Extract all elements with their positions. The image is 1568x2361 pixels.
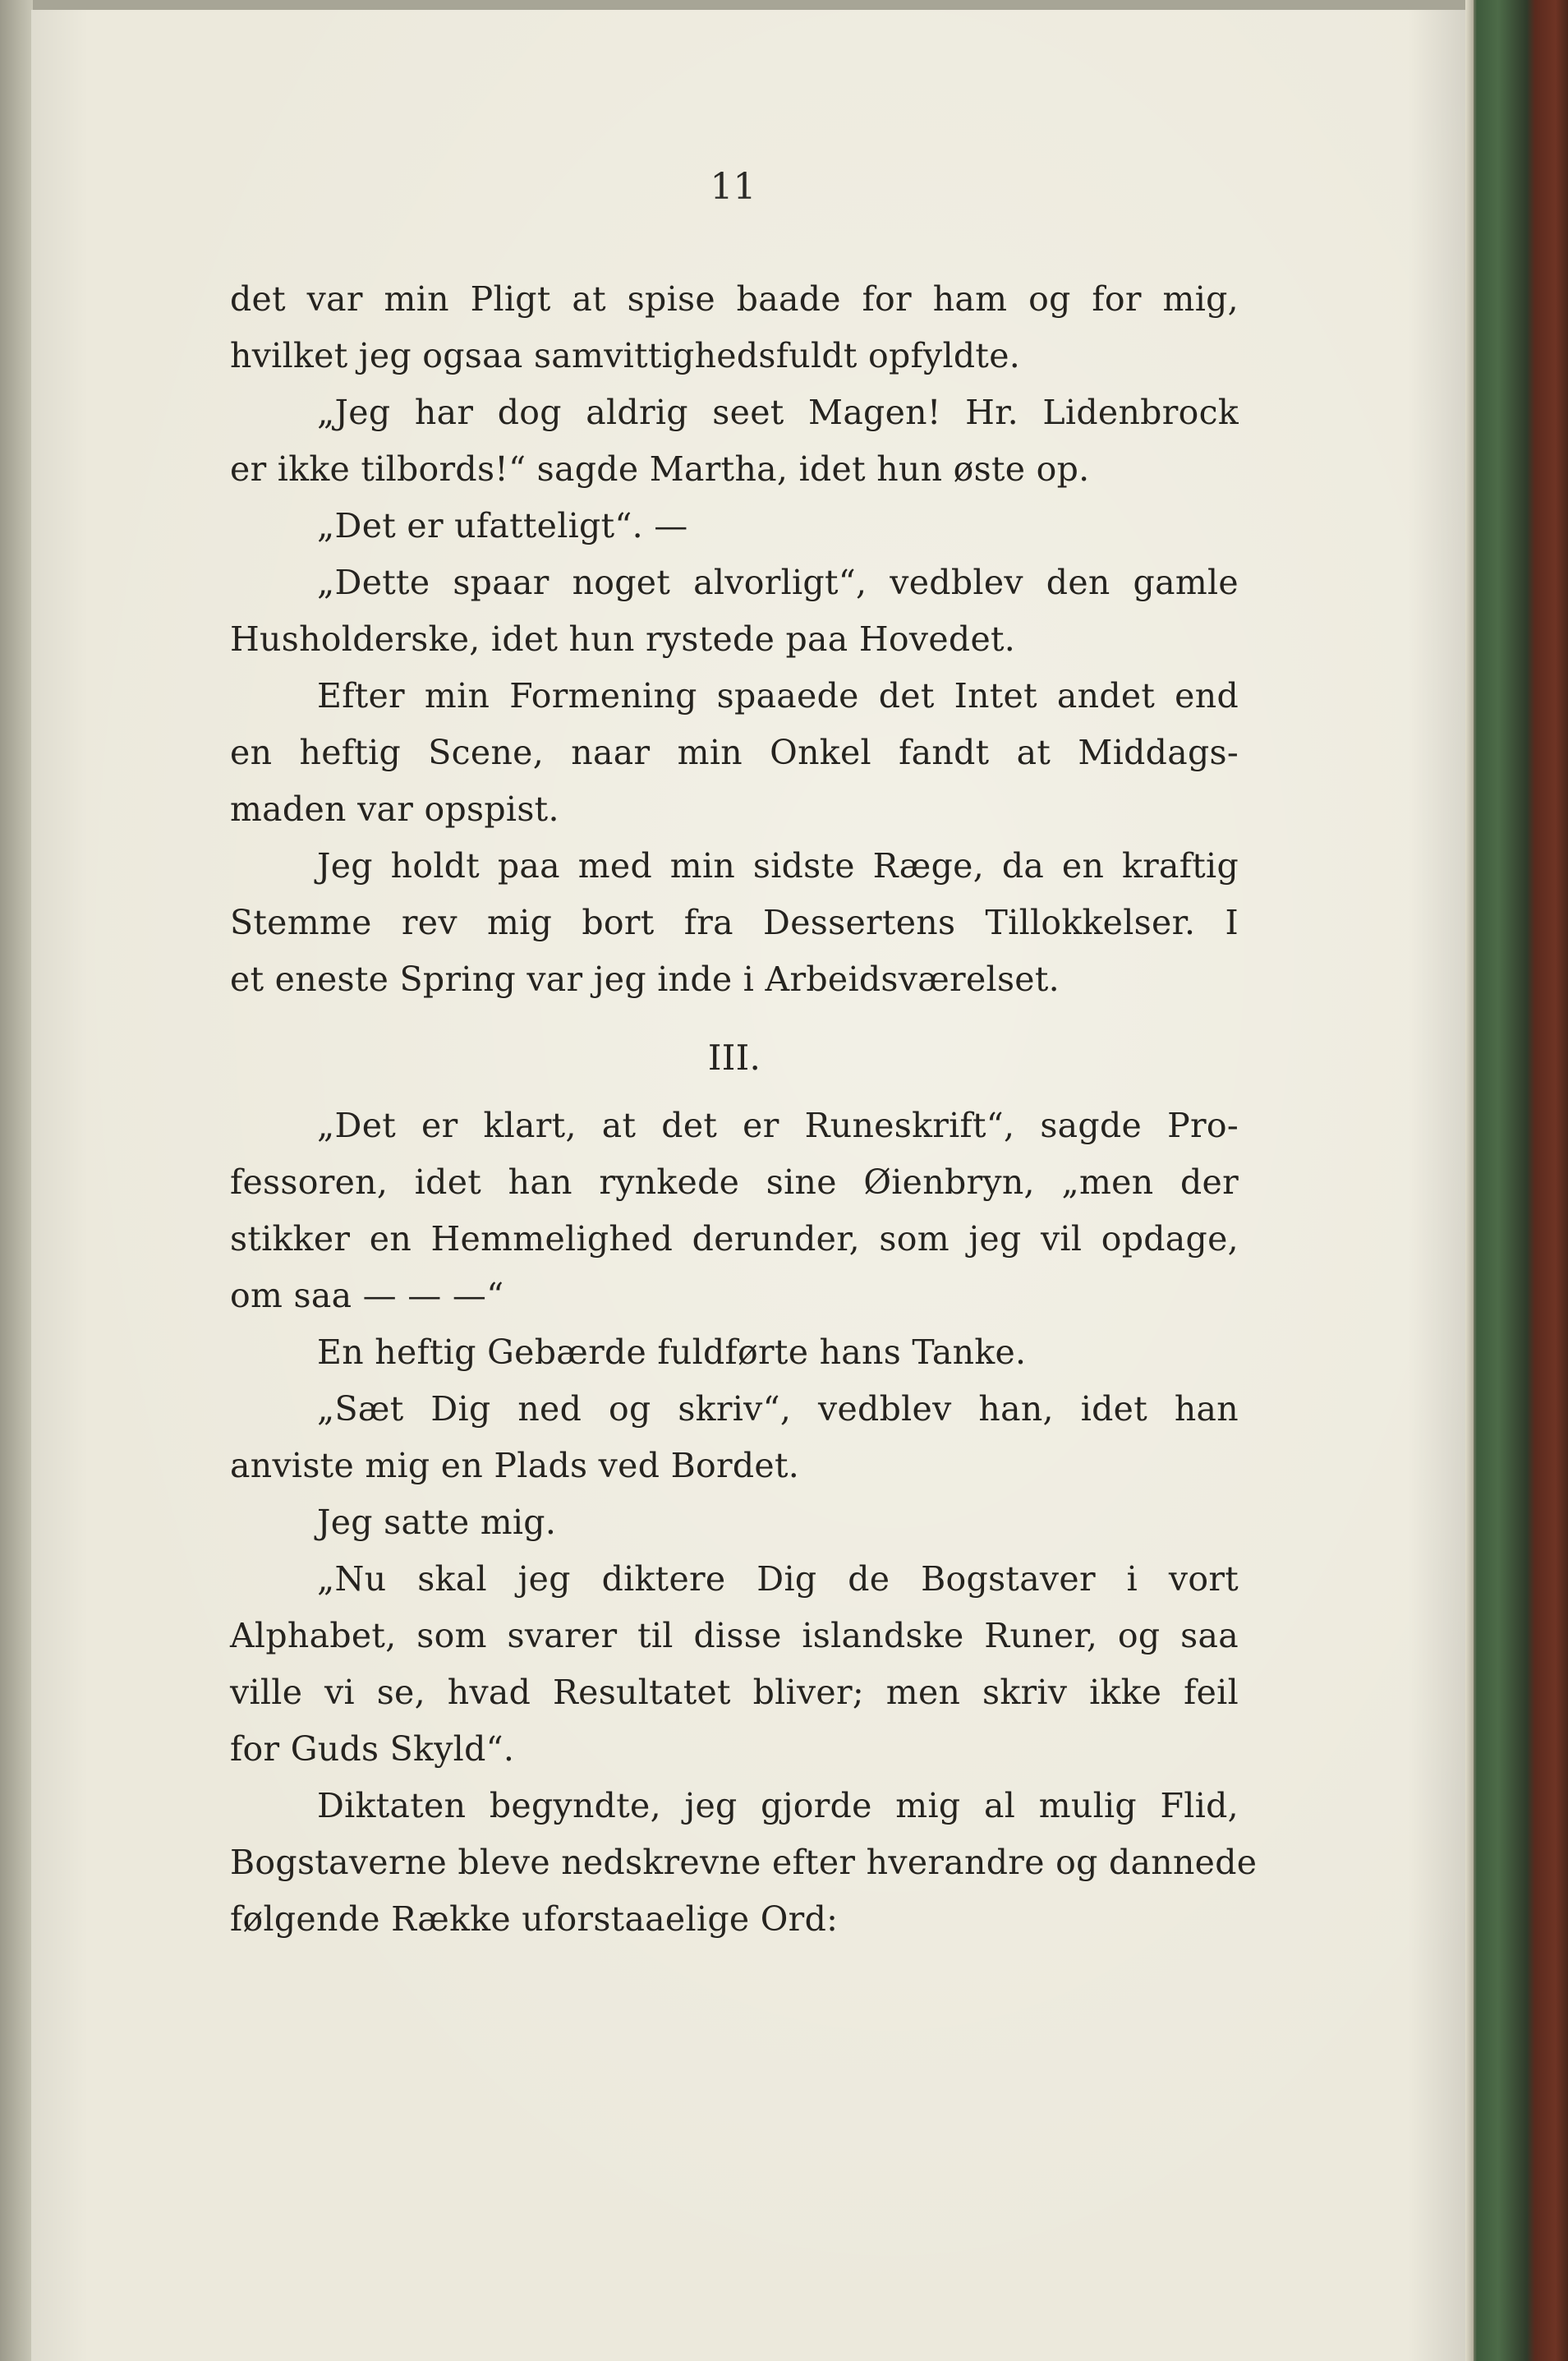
text-line: Diktaten begyndte, jeg gjorde mig al mulig Flid, <box>317 1786 1239 1825</box>
text-line: følgende Række uforstaaelige Ord: <box>230 1899 839 1939</box>
text-line: et eneste Spring var jeg inde i Arbeidsværelset. <box>230 960 1060 999</box>
text-line: er ikke tilbords!“ sagde Martha, idet hun øste op. <box>230 449 1090 489</box>
text-line: „Dette spaar noget alvorligt“, vedblev den gamle <box>317 563 1239 602</box>
body-text <box>230 271 1258 1948</box>
text-line: anviste mig en Plads ved Bordet. <box>230 1446 800 1485</box>
text-line: fessoren, idet han rynkede sine Øienbryn, „men der <box>230 1162 1239 1202</box>
text-line: for Guds Skyld“. <box>230 1729 515 1769</box>
text-line: Stemme rev mig bort fra Dessertens Tillokkelser. I <box>230 903 1239 942</box>
text-line: Bogstaverne bleve nedskrevne efter hverandre og dannede <box>230 1843 1258 1882</box>
text-line: det var min Pligt at spise baade for ham og for mig, <box>230 279 1239 319</box>
text-line: „Jeg har dog aldrig seet Magen! Hr. Lidenbrock <box>317 393 1239 432</box>
paragraphs-after-chapter <box>230 1098 1258 1948</box>
text-line: hvilket jeg ogsaa samvittighedsfuldt opfyldte. <box>230 336 1021 375</box>
paragraphs-before-chapter <box>230 271 1239 1008</box>
text-line: „Det er ufatteligt“. — <box>317 506 688 545</box>
book-binding <box>1465 0 1568 2361</box>
text-line: En heftig Gebærde fuldførte hans Tanke. <box>317 1332 1027 1372</box>
text-line: Alphabet, som svarer til disse islandske Runer, og saa <box>230 1616 1239 1655</box>
text-line: „Det er klart, at det er Runeskrift“, sagde Pro- <box>317 1106 1239 1145</box>
text-line: om saa — — —“ <box>230 1276 504 1315</box>
binding-page-edge <box>1465 0 1474 2361</box>
chapter-heading: III. <box>707 1038 761 1078</box>
page-number: 11 <box>710 166 756 208</box>
book-page <box>31 10 1465 2361</box>
text-line: „Sæt Dig ned og skriv“, vedblev han, idet han <box>317 1389 1239 1429</box>
text-line: maden var opspist. <box>230 789 559 829</box>
text-line: Jeg holdt paa med min sidste Ræge, da en kraftig <box>317 846 1239 886</box>
text-line: Husholderske, idet hun rystede paa Hovedet. <box>230 619 1016 659</box>
scan-left-shadow <box>0 0 33 2361</box>
text-line: en heftig Scene, naar min Onkel fandt at Middags- <box>230 733 1239 772</box>
text-line: Efter min Formening spaaede det Intet andet end <box>317 676 1239 716</box>
text-line: ville vi se, hvad Resultatet bliver; men skriv ikke feil <box>230 1673 1239 1712</box>
text-line: „Nu skal jeg diktere Dig de Bogstaver i vort <box>317 1559 1239 1599</box>
text-line: Jeg satte mig. <box>317 1503 557 1542</box>
text-line: stikker en Hemmelighed derunder, som jeg vil opdage, <box>230 1219 1239 1259</box>
